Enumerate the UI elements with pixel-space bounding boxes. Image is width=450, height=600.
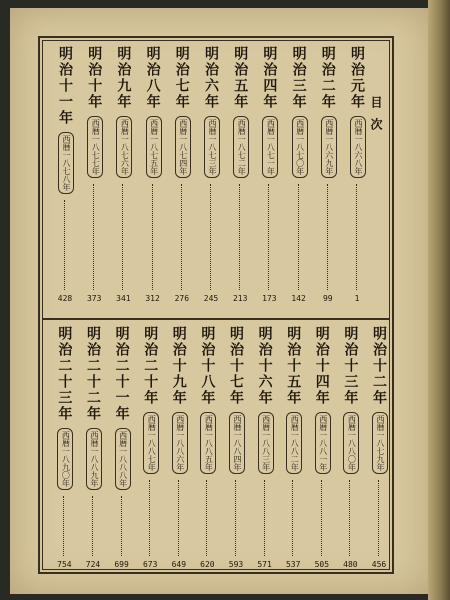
page-number: 620 <box>200 560 215 569</box>
era-name: 明治十年 <box>86 46 103 110</box>
era-name: 明治五年 <box>232 46 249 110</box>
western-year-label: 西暦一八七一年 <box>262 116 278 178</box>
toc-entry[interactable] <box>344 46 370 306</box>
toc-entry[interactable] <box>315 46 341 306</box>
era-name: 明治二十二年 <box>85 326 101 422</box>
leader-dots <box>268 184 269 290</box>
era-name: 明治九年 <box>115 46 132 110</box>
western-year-label: 西暦一八八六年 <box>172 412 188 474</box>
page-number: 480 <box>343 560 358 569</box>
era-name: 明治元年 <box>349 46 365 110</box>
leader-dots <box>206 480 207 556</box>
page-number: 505 <box>314 560 330 569</box>
era-name: 明治十六年 <box>256 326 273 406</box>
page-number: 312 <box>145 294 160 303</box>
toc-entry[interactable] <box>110 46 136 306</box>
page-number: 456 <box>371 560 387 569</box>
western-year-label: 西暦一八八七年 <box>143 412 159 474</box>
page-number: 373 <box>86 294 102 303</box>
leader-dots <box>327 184 328 290</box>
leader-dots <box>93 184 94 290</box>
leader-dots <box>152 184 153 290</box>
toc-entry[interactable] <box>223 326 249 572</box>
leader-dots <box>264 480 265 556</box>
era-name: 明治十九年 <box>170 326 187 406</box>
leader-dots <box>178 480 179 556</box>
leader-dots <box>235 480 236 556</box>
page-number: 754 <box>57 560 72 569</box>
era-name: 明治十二年 <box>371 326 387 406</box>
page-number: 341 <box>116 294 131 303</box>
toc-entry[interactable] <box>252 326 278 572</box>
page-number: 173 <box>262 294 277 303</box>
western-year-label: 西暦一八七〇年 <box>292 116 308 178</box>
era-name: 明治二年 <box>319 46 336 110</box>
toc-entry[interactable] <box>169 46 195 306</box>
western-year-label: 西暦一八七四年 <box>175 116 191 178</box>
era-name: 明治三年 <box>290 46 307 110</box>
era-name: 明治八年 <box>144 46 161 110</box>
toc-entry[interactable] <box>166 326 192 572</box>
toc-entry[interactable] <box>194 326 220 572</box>
era-name: 明治二十一年 <box>113 326 130 422</box>
leader-dots <box>63 496 64 556</box>
toc-entry[interactable] <box>51 326 77 572</box>
leader-dots <box>64 200 65 290</box>
era-name: 明治十七年 <box>228 326 244 406</box>
leader-dots <box>321 480 322 556</box>
western-year-label: 西暦一八八〇年 <box>343 412 359 474</box>
western-year-label: 西暦一八七六年 <box>116 116 132 178</box>
western-year-label: 西暦一八八三年 <box>258 412 274 474</box>
page-number: 649 <box>171 560 187 569</box>
leader-dots <box>239 184 240 290</box>
toc-entry[interactable] <box>137 326 163 572</box>
page-number: 537 <box>285 560 301 569</box>
contents-heading: 目次 <box>369 96 383 140</box>
era-name: 明治六年 <box>203 46 219 110</box>
page-number: 213 <box>232 294 248 303</box>
western-year-label: 西暦一八六九年 <box>321 116 337 178</box>
toc-entry[interactable] <box>280 326 306 572</box>
western-year-label: 西暦一八八二年 <box>286 412 302 474</box>
era-name: 明治七年 <box>173 46 190 110</box>
toc-entry[interactable] <box>109 326 135 572</box>
western-year-label: 西暦一八九〇年 <box>57 428 73 490</box>
toc-entry[interactable] <box>227 46 253 306</box>
toc-entry[interactable] <box>256 46 282 306</box>
leader-dots <box>122 184 123 290</box>
page-number: 142 <box>291 294 306 303</box>
toc-entry[interactable] <box>52 46 78 306</box>
western-year-label: 西暦一八八九年 <box>86 428 102 490</box>
page-number: 571 <box>257 560 272 569</box>
western-year-label: 西暦一八七七年 <box>87 116 103 178</box>
leader-dots <box>149 480 150 556</box>
leader-dots <box>92 496 93 556</box>
row-divider <box>42 318 390 320</box>
western-year-label: 西暦一八八五年 <box>200 412 216 474</box>
western-year-label: 西暦一八七三年 <box>204 116 220 178</box>
page-number: 428 <box>57 294 73 303</box>
leader-dots <box>121 496 122 556</box>
era-name: 明治十八年 <box>199 326 216 406</box>
era-name: 明治十四年 <box>313 326 330 406</box>
leader-dots <box>378 480 379 556</box>
western-year-label: 西暦一八七八年 <box>58 132 74 194</box>
era-name: 明治二十年 <box>142 326 159 406</box>
western-year-label: 西暦一八八四年 <box>229 412 245 474</box>
western-year-label: 西暦一八六八年 <box>350 116 366 178</box>
era-name: 明治十五年 <box>285 326 302 406</box>
page-number: 276 <box>174 294 190 303</box>
toc-entry[interactable] <box>366 326 392 572</box>
book-spine <box>428 0 450 600</box>
toc-entry[interactable] <box>309 326 335 572</box>
toc-entry[interactable] <box>81 46 107 306</box>
page-number: 1 <box>354 294 360 303</box>
leader-dots <box>356 184 357 290</box>
western-year-label: 西暦一八七二年 <box>233 116 249 178</box>
leader-dots <box>292 480 293 556</box>
western-year-label: 西暦一八七九年 <box>372 412 388 474</box>
page-number: 699 <box>114 560 129 569</box>
western-year-label: 西暦一八八一年 <box>315 412 331 474</box>
leader-dots <box>298 184 299 290</box>
toc-entry[interactable] <box>337 326 363 572</box>
leader-dots <box>210 184 211 290</box>
toc-entry[interactable] <box>80 326 106 572</box>
toc-entry[interactable] <box>198 46 224 306</box>
toc-entry[interactable] <box>286 46 312 306</box>
page-number: 593 <box>228 560 244 569</box>
western-year-label: 西暦一八七五年 <box>146 116 162 178</box>
toc-entry[interactable] <box>140 46 166 306</box>
leader-dots <box>181 184 182 290</box>
era-name: 明治四年 <box>261 46 278 110</box>
era-name: 明治二十三年 <box>56 326 73 422</box>
page-number: 99 <box>322 294 333 303</box>
page-number: 245 <box>203 294 219 303</box>
page-number: 724 <box>85 560 101 569</box>
western-year-label: 西暦一八八八年 <box>115 428 131 490</box>
leader-dots <box>349 480 350 556</box>
era-name: 明治十一年 <box>57 46 73 126</box>
era-name: 明治十三年 <box>342 326 359 406</box>
page-number: 673 <box>142 560 158 569</box>
